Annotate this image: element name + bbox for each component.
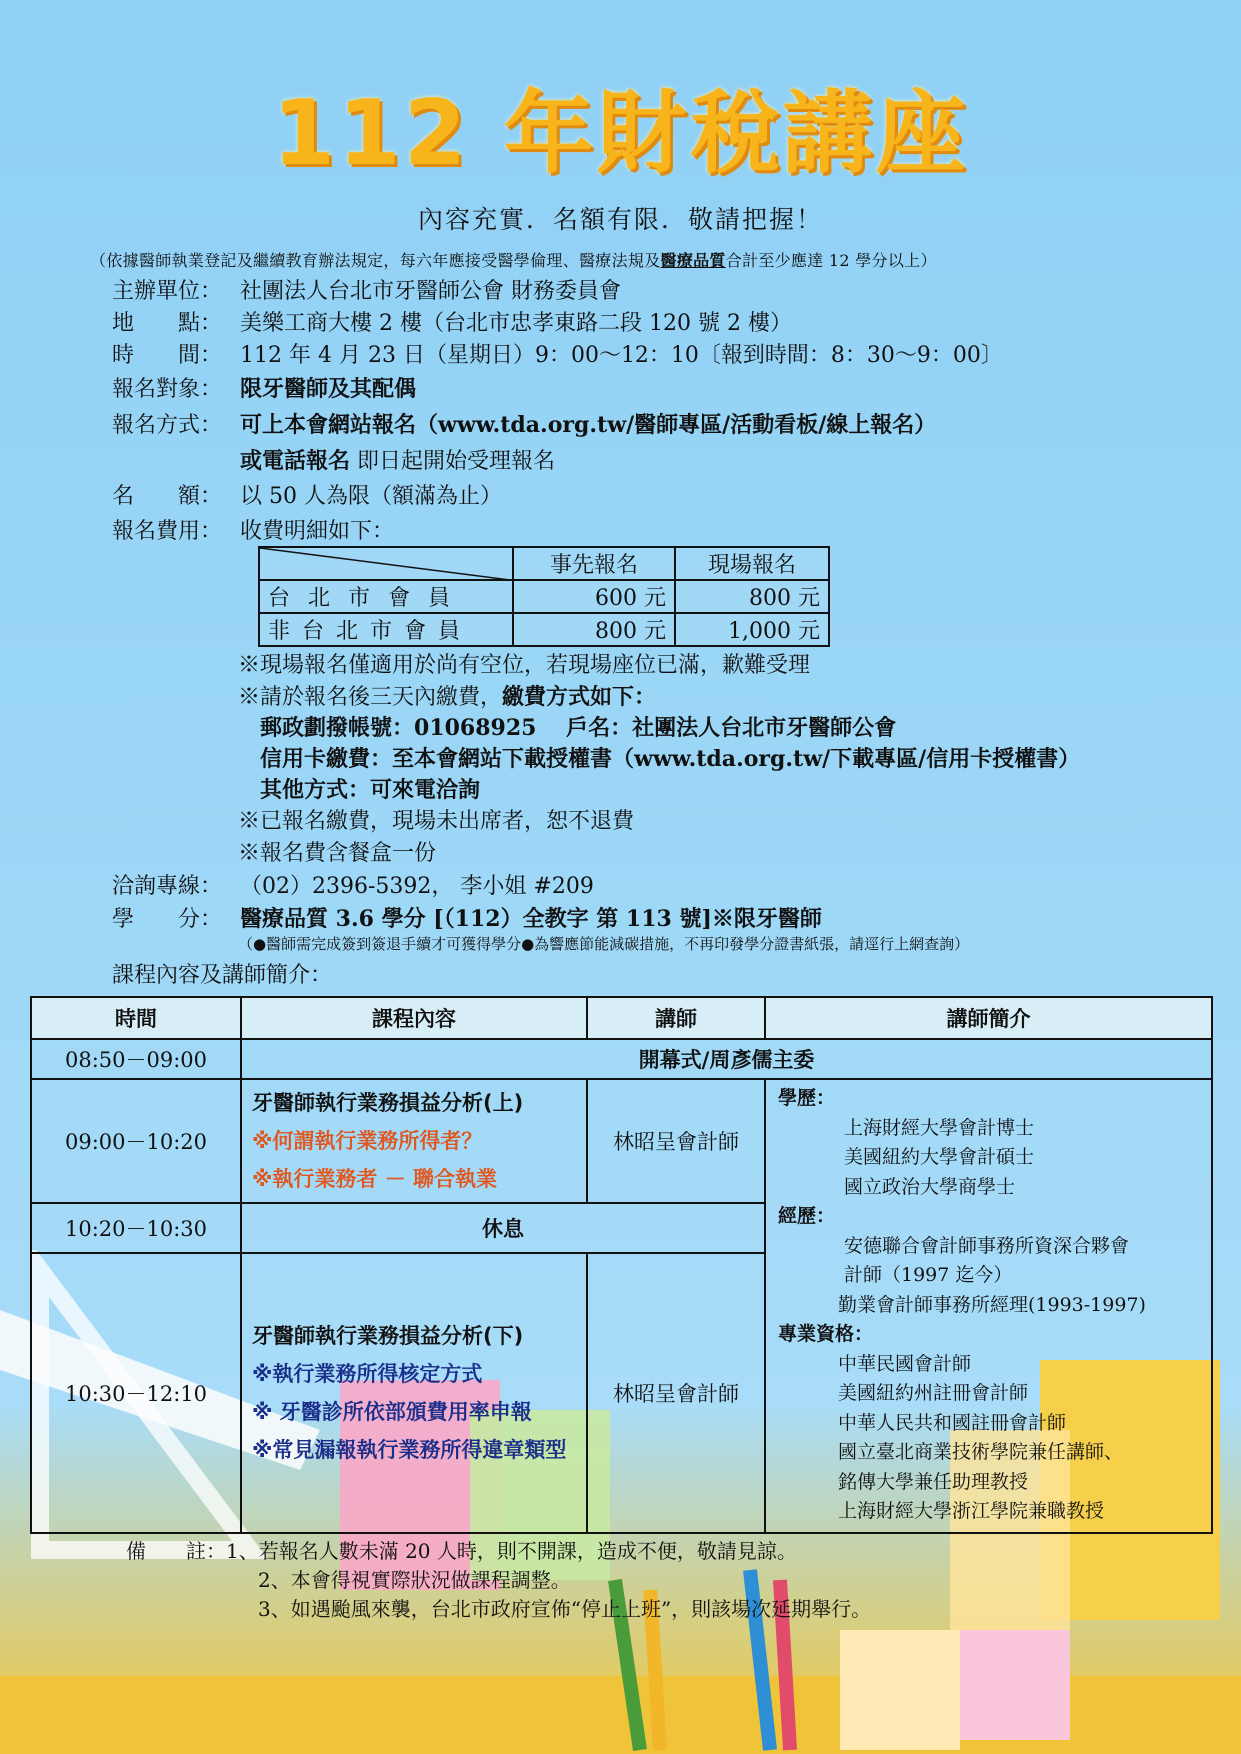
qual-item: 中華人民共和國註冊會計師 xyxy=(838,1411,1067,1434)
target-row: 報名對象： 限牙醫師及其配偶 xyxy=(112,376,417,402)
law-note: （依據醫師執業登記及繼續教育辦法規定，每六年應接受醫學倫理、醫療法規及醫療品質合計至少應達 12 學分以上） xyxy=(90,251,937,270)
exp-label: 經歷： xyxy=(778,1205,836,1227)
credit-note: （●醫師需完成簽到簽退手續才可獲得學分●為響應節能減碳措施，不再印發學分證書紙張，請逕行上網查詢） xyxy=(238,935,970,953)
meal-note: ※報名費含餐盒一份 xyxy=(238,841,437,866)
organizer-row: 主辦單位： 社團法人台北市牙醫師公會 財務委員會 xyxy=(112,279,621,304)
method-row: 報名方式： 可上本會網站報名（www.tda.org.tw/醫師專區/活動看板/線上報名） xyxy=(112,412,937,438)
opening-time: 08:50－09:00 xyxy=(31,1039,241,1079)
table-row xyxy=(259,613,829,646)
session1-item: ※執行業務者 － 聯合執業 xyxy=(252,1167,498,1191)
exp-item: 計師（1997 迄今） xyxy=(844,1264,1013,1286)
qual-item: 銘傳大學兼任助理教授 xyxy=(838,1470,1029,1493)
credit-row: 學 分： 醫療品質 3.6 學分 [（112）全教字 第 113 號]※限牙醫師 xyxy=(112,906,822,932)
fee-row: 報名費用： 收費明細如下： xyxy=(112,519,395,544)
course-intro: 課程內容及講師簡介： xyxy=(112,963,333,988)
session1-item: ※何謂執行業務所得者？ xyxy=(252,1129,483,1153)
fee-header-onsite: 現場報名 xyxy=(675,547,829,580)
session2-item: ※常見漏報執行業務所得違章類型 xyxy=(252,1438,567,1462)
onsite-note: ※現場報名僅適用於尚有空位，若現場座位已滿，歉難受理 xyxy=(238,653,811,678)
remark-item: 2、本會得視實際狀況做課程調整。 xyxy=(258,1568,571,1592)
edu-item: 國立政治大學商學士 xyxy=(844,1175,1016,1198)
remark-item: 3、如遇颱風來襲，台北市政府宣佈“停止上班”，則該場次延期舉行。 xyxy=(258,1597,872,1621)
remarks xyxy=(126,1537,871,1624)
session2-lecturer: 林昭呈會計師 xyxy=(587,1253,765,1533)
edu-item: 美國紐約大學會計碩士 xyxy=(844,1146,1035,1168)
qual-label: 專業資格： xyxy=(778,1323,874,1345)
table-row xyxy=(31,1039,1212,1079)
contact-row: 洽詢專線： （02）2396-5392， 李小姐 #209 xyxy=(112,874,594,899)
header-time: 時間 xyxy=(31,997,241,1039)
other-payment: 其他方式：可來電洽詢 xyxy=(260,777,481,803)
session1-lecturer: 林昭呈會計師 xyxy=(587,1079,765,1203)
place-row: 地 點： 美樂工商大樓 2 樓（台北市忠孝東路二段 120 號 2 樓） xyxy=(112,311,792,336)
exp-item: 安德聯合會計師事務所資深合夥會 xyxy=(844,1234,1130,1257)
credit-card-payment: 信用卡繳費：至本會網站下載授權書（www.tda.org.tw/下載專區/信用卡授權書） xyxy=(260,746,1081,772)
fee-onsite-value: 800 元 xyxy=(675,580,829,613)
quota-row: 名 額： 以 50 人為限（額滿為止） xyxy=(112,484,502,509)
table-row xyxy=(31,1079,1212,1203)
session2-title: 牙醫師執行業務損益分析(下) xyxy=(252,1324,524,1348)
session1-title: 牙醫師執行業務損益分析(上) xyxy=(252,1091,524,1115)
fee-pre-value: 800 元 xyxy=(513,613,675,646)
page-title: 112 年財稅講座 xyxy=(272,81,969,186)
qual-item: 國立臺北商業技術學院兼任講師、 xyxy=(838,1441,1124,1463)
session1-content xyxy=(241,1079,587,1203)
course-table-header xyxy=(31,997,1212,1039)
remarks-label: 備 註： xyxy=(126,1539,226,1563)
session2-time: 10:30－12:10 xyxy=(31,1253,241,1533)
table-row xyxy=(259,580,829,613)
qual-item: 中華民國會計師 xyxy=(838,1352,972,1375)
fee-table xyxy=(258,546,830,647)
opening-ceremony: 開幕式/周彥儒主委 xyxy=(241,1039,1212,1079)
fee-table-header xyxy=(259,547,829,580)
fee-pre-value: 600 元 xyxy=(513,580,675,613)
exp-item: 勤業會計師事務所經理(1993-1997) xyxy=(838,1293,1146,1316)
session2-item: ※ 牙醫診所依部頒費用率申報 xyxy=(252,1400,532,1424)
lecturer-profile xyxy=(765,1079,1212,1533)
session1-time: 09:00－10:20 xyxy=(31,1079,241,1203)
method-row-2: 或電話報名 即日起開始受理報名 xyxy=(240,448,556,474)
postal-account: 郵政劃撥帳號：01068925 戶名：社團法人台北市牙醫師公會 xyxy=(260,715,897,741)
session2-content xyxy=(241,1253,587,1533)
remark-row xyxy=(126,1537,871,1566)
session2-item: ※執行業務所得核定方式 xyxy=(252,1362,483,1386)
qual-item: 上海財經大學浙江學院兼職教授 xyxy=(838,1500,1105,1522)
time-row: 時 間： 112 年 4 月 23 日（星期日）9：00～12：10〔報到時間：8：30～9：00〕 xyxy=(112,343,1003,368)
fee-member-type: 台北市會員 xyxy=(259,580,513,613)
header-lecturer: 講師 xyxy=(587,997,765,1039)
edu-item: 上海財經大學會計博士 xyxy=(844,1116,1035,1139)
edu-label: 學歷： xyxy=(778,1087,836,1109)
page-subtitle: 內容充實．名額有限．敬請把握！ xyxy=(417,205,823,234)
fee-header-pre: 事先報名 xyxy=(513,547,675,580)
header-profile: 講師簡介 xyxy=(765,997,1212,1039)
break-time: 10:20－10:30 xyxy=(31,1203,241,1253)
qual-item: 美國紐約州註冊會計師 xyxy=(838,1382,1029,1404)
refund-note: ※已報名繳費，現場未出席者，恕不退費 xyxy=(238,809,635,834)
fee-onsite-value: 1,000 元 xyxy=(675,613,829,646)
fee-member-type: 非台北市會員 xyxy=(259,613,513,646)
payment-note: ※請於報名後三天內繳費，繳費方式如下： xyxy=(238,684,657,710)
break-label: 休息 xyxy=(241,1203,765,1253)
remark-item: 1、若報名人數未滿 20 人時，則不開課，造成不便，敬請見諒。 xyxy=(226,1539,797,1563)
course-table xyxy=(30,996,1213,1534)
header-content: 課程內容 xyxy=(241,997,587,1039)
diagonal-cell xyxy=(259,547,513,580)
